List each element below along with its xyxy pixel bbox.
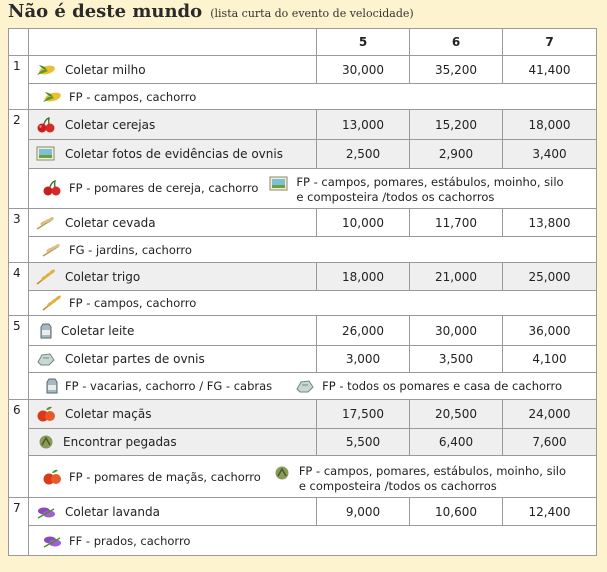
note-text: FP - campos, cachorro bbox=[69, 89, 197, 104]
column-header-6: 6 bbox=[410, 29, 503, 56]
header-empty-cell bbox=[9, 29, 29, 56]
value-cell: 2,500 bbox=[317, 140, 410, 169]
task-label: Coletar maçãs bbox=[65, 407, 152, 421]
milk-icon bbox=[35, 322, 57, 340]
note-row bbox=[9, 237, 597, 263]
task-label: Coletar milho bbox=[65, 62, 146, 77]
value-cell: 18,000 bbox=[503, 110, 597, 140]
note-cell bbox=[29, 456, 597, 498]
apples-icon bbox=[35, 405, 57, 423]
corn-icon bbox=[35, 61, 57, 79]
table-header-row bbox=[9, 29, 597, 56]
table-row bbox=[9, 429, 597, 456]
lavender-icon bbox=[35, 503, 57, 521]
page-subtitle: (lista curta do evento de velocidade) bbox=[210, 7, 414, 20]
note-cell bbox=[29, 291, 597, 316]
value-cell: 36,000 bbox=[503, 316, 597, 346]
note-row bbox=[9, 456, 597, 498]
value-cell: 3,000 bbox=[317, 346, 410, 373]
note-text: FF - prados, cachorro bbox=[69, 533, 191, 548]
value-cell: 10,600 bbox=[410, 498, 503, 526]
task-cell bbox=[29, 346, 317, 373]
cherries-icon bbox=[41, 179, 63, 197]
wheat-icon bbox=[41, 294, 63, 312]
task-cell bbox=[29, 498, 317, 526]
table-row bbox=[9, 498, 597, 526]
milk-icon bbox=[41, 377, 63, 395]
task-label: Encontrar pegadas bbox=[63, 435, 177, 449]
note-text: FP - campos, cachorro bbox=[69, 296, 197, 310]
value-cell: 41,400 bbox=[503, 56, 597, 84]
task-cell bbox=[29, 263, 317, 291]
footprint-icon bbox=[271, 464, 293, 482]
ufo-photo-icon bbox=[268, 175, 290, 193]
value-cell: 7,600 bbox=[503, 429, 597, 456]
value-cell: 3,500 bbox=[410, 346, 503, 373]
task-label: Coletar leite bbox=[61, 323, 135, 338]
value-cell: 21,000 bbox=[410, 263, 503, 291]
task-label: Coletar fotos de evidências de ovnis bbox=[65, 147, 283, 161]
note-row bbox=[9, 84, 597, 110]
task-label: Coletar cerejas bbox=[65, 117, 156, 132]
note-text: FP - todos os pomares e casa de cachorro bbox=[322, 379, 563, 393]
table-row bbox=[9, 209, 597, 237]
event-table bbox=[8, 28, 597, 556]
value-cell: 13,000 bbox=[317, 110, 410, 140]
value-cell: 9,000 bbox=[317, 498, 410, 526]
footprint-icon bbox=[35, 433, 57, 451]
value-cell: 4,100 bbox=[503, 346, 597, 373]
row-number: 6 bbox=[9, 400, 29, 498]
ufo-parts-icon bbox=[35, 350, 57, 368]
page-header bbox=[8, 1, 414, 27]
row-number: 3 bbox=[9, 209, 29, 263]
note-cell bbox=[29, 373, 597, 400]
header-empty-cell bbox=[29, 29, 317, 56]
table-row bbox=[9, 263, 597, 291]
value-cell: 11,700 bbox=[410, 209, 503, 237]
value-cell: 17,500 bbox=[317, 400, 410, 429]
task-cell bbox=[29, 429, 317, 456]
task-label: Coletar trigo bbox=[65, 269, 141, 284]
column-header-5: 5 bbox=[317, 29, 410, 56]
table-row bbox=[9, 346, 597, 373]
row-number: 7 bbox=[9, 498, 29, 556]
value-cell: 30,000 bbox=[317, 56, 410, 84]
table-row bbox=[9, 56, 597, 84]
value-cell: 5,500 bbox=[317, 429, 410, 456]
row-number: 2 bbox=[9, 110, 29, 209]
lavender-icon bbox=[41, 532, 63, 550]
task-cell bbox=[29, 140, 317, 169]
note-text: FG - jardins, cachorro bbox=[69, 242, 192, 257]
note-cell bbox=[29, 237, 597, 263]
apples-icon bbox=[41, 468, 63, 486]
value-cell: 3,400 bbox=[503, 140, 597, 169]
note-text: FP - pomares de maçãs, cachorro bbox=[69, 469, 261, 484]
value-cell: 24,000 bbox=[503, 400, 597, 429]
barley-icon bbox=[35, 214, 57, 232]
note-row bbox=[9, 291, 597, 316]
note-text: FP - campos, pomares, estábulos, moinho, silo e composteira /todos os cachorros bbox=[296, 175, 564, 204]
value-cell: 25,000 bbox=[503, 263, 597, 291]
note-text: FP - vacarias, cachorro / FG - cabras bbox=[65, 379, 273, 393]
value-cell: 20,500 bbox=[410, 400, 503, 429]
value-cell: 35,200 bbox=[410, 56, 503, 84]
value-cell: 15,200 bbox=[410, 110, 503, 140]
note-cell bbox=[29, 84, 597, 110]
cherries-icon bbox=[35, 116, 57, 134]
note-row bbox=[9, 373, 597, 400]
barley-icon bbox=[41, 241, 63, 259]
value-cell: 18,000 bbox=[317, 263, 410, 291]
task-cell bbox=[29, 110, 317, 140]
note-cell bbox=[29, 526, 597, 556]
task-label: Coletar partes de ovnis bbox=[65, 352, 205, 366]
task-label: Coletar cevada bbox=[65, 215, 156, 230]
value-cell: 30,000 bbox=[410, 316, 503, 346]
value-cell: 26,000 bbox=[317, 316, 410, 346]
task-cell bbox=[29, 316, 317, 346]
task-cell bbox=[29, 400, 317, 429]
column-header-7: 7 bbox=[503, 29, 597, 56]
corn-icon bbox=[41, 88, 63, 106]
row-number: 5 bbox=[9, 316, 29, 400]
value-cell: 6,400 bbox=[410, 429, 503, 456]
note-text: FP - pomares de cereja, cachorro bbox=[69, 181, 259, 195]
value-cell: 2,900 bbox=[410, 140, 503, 169]
value-cell: 12,400 bbox=[503, 498, 597, 526]
value-cell: 10,000 bbox=[317, 209, 410, 237]
table-row bbox=[9, 400, 597, 429]
note-row bbox=[9, 169, 597, 209]
table-row bbox=[9, 316, 597, 346]
page-title: Não é deste mundo bbox=[8, 1, 203, 22]
row-number: 4 bbox=[9, 263, 29, 316]
ufo-parts-icon bbox=[294, 377, 316, 395]
task-cell bbox=[29, 209, 317, 237]
value-cell: 13,800 bbox=[503, 209, 597, 237]
note-text: FP - campos, pomares, estábulos, moinho, silo e composteira /todos os cachorros bbox=[298, 463, 566, 493]
task-label: Coletar lavanda bbox=[65, 504, 160, 519]
row-number: 1 bbox=[9, 56, 29, 110]
table-row bbox=[9, 110, 597, 140]
note-cell bbox=[29, 169, 597, 209]
task-cell bbox=[29, 56, 317, 84]
wheat-icon bbox=[35, 268, 57, 286]
note-row bbox=[9, 526, 597, 556]
ufo-photo-icon bbox=[35, 145, 57, 163]
table-row bbox=[9, 140, 597, 169]
